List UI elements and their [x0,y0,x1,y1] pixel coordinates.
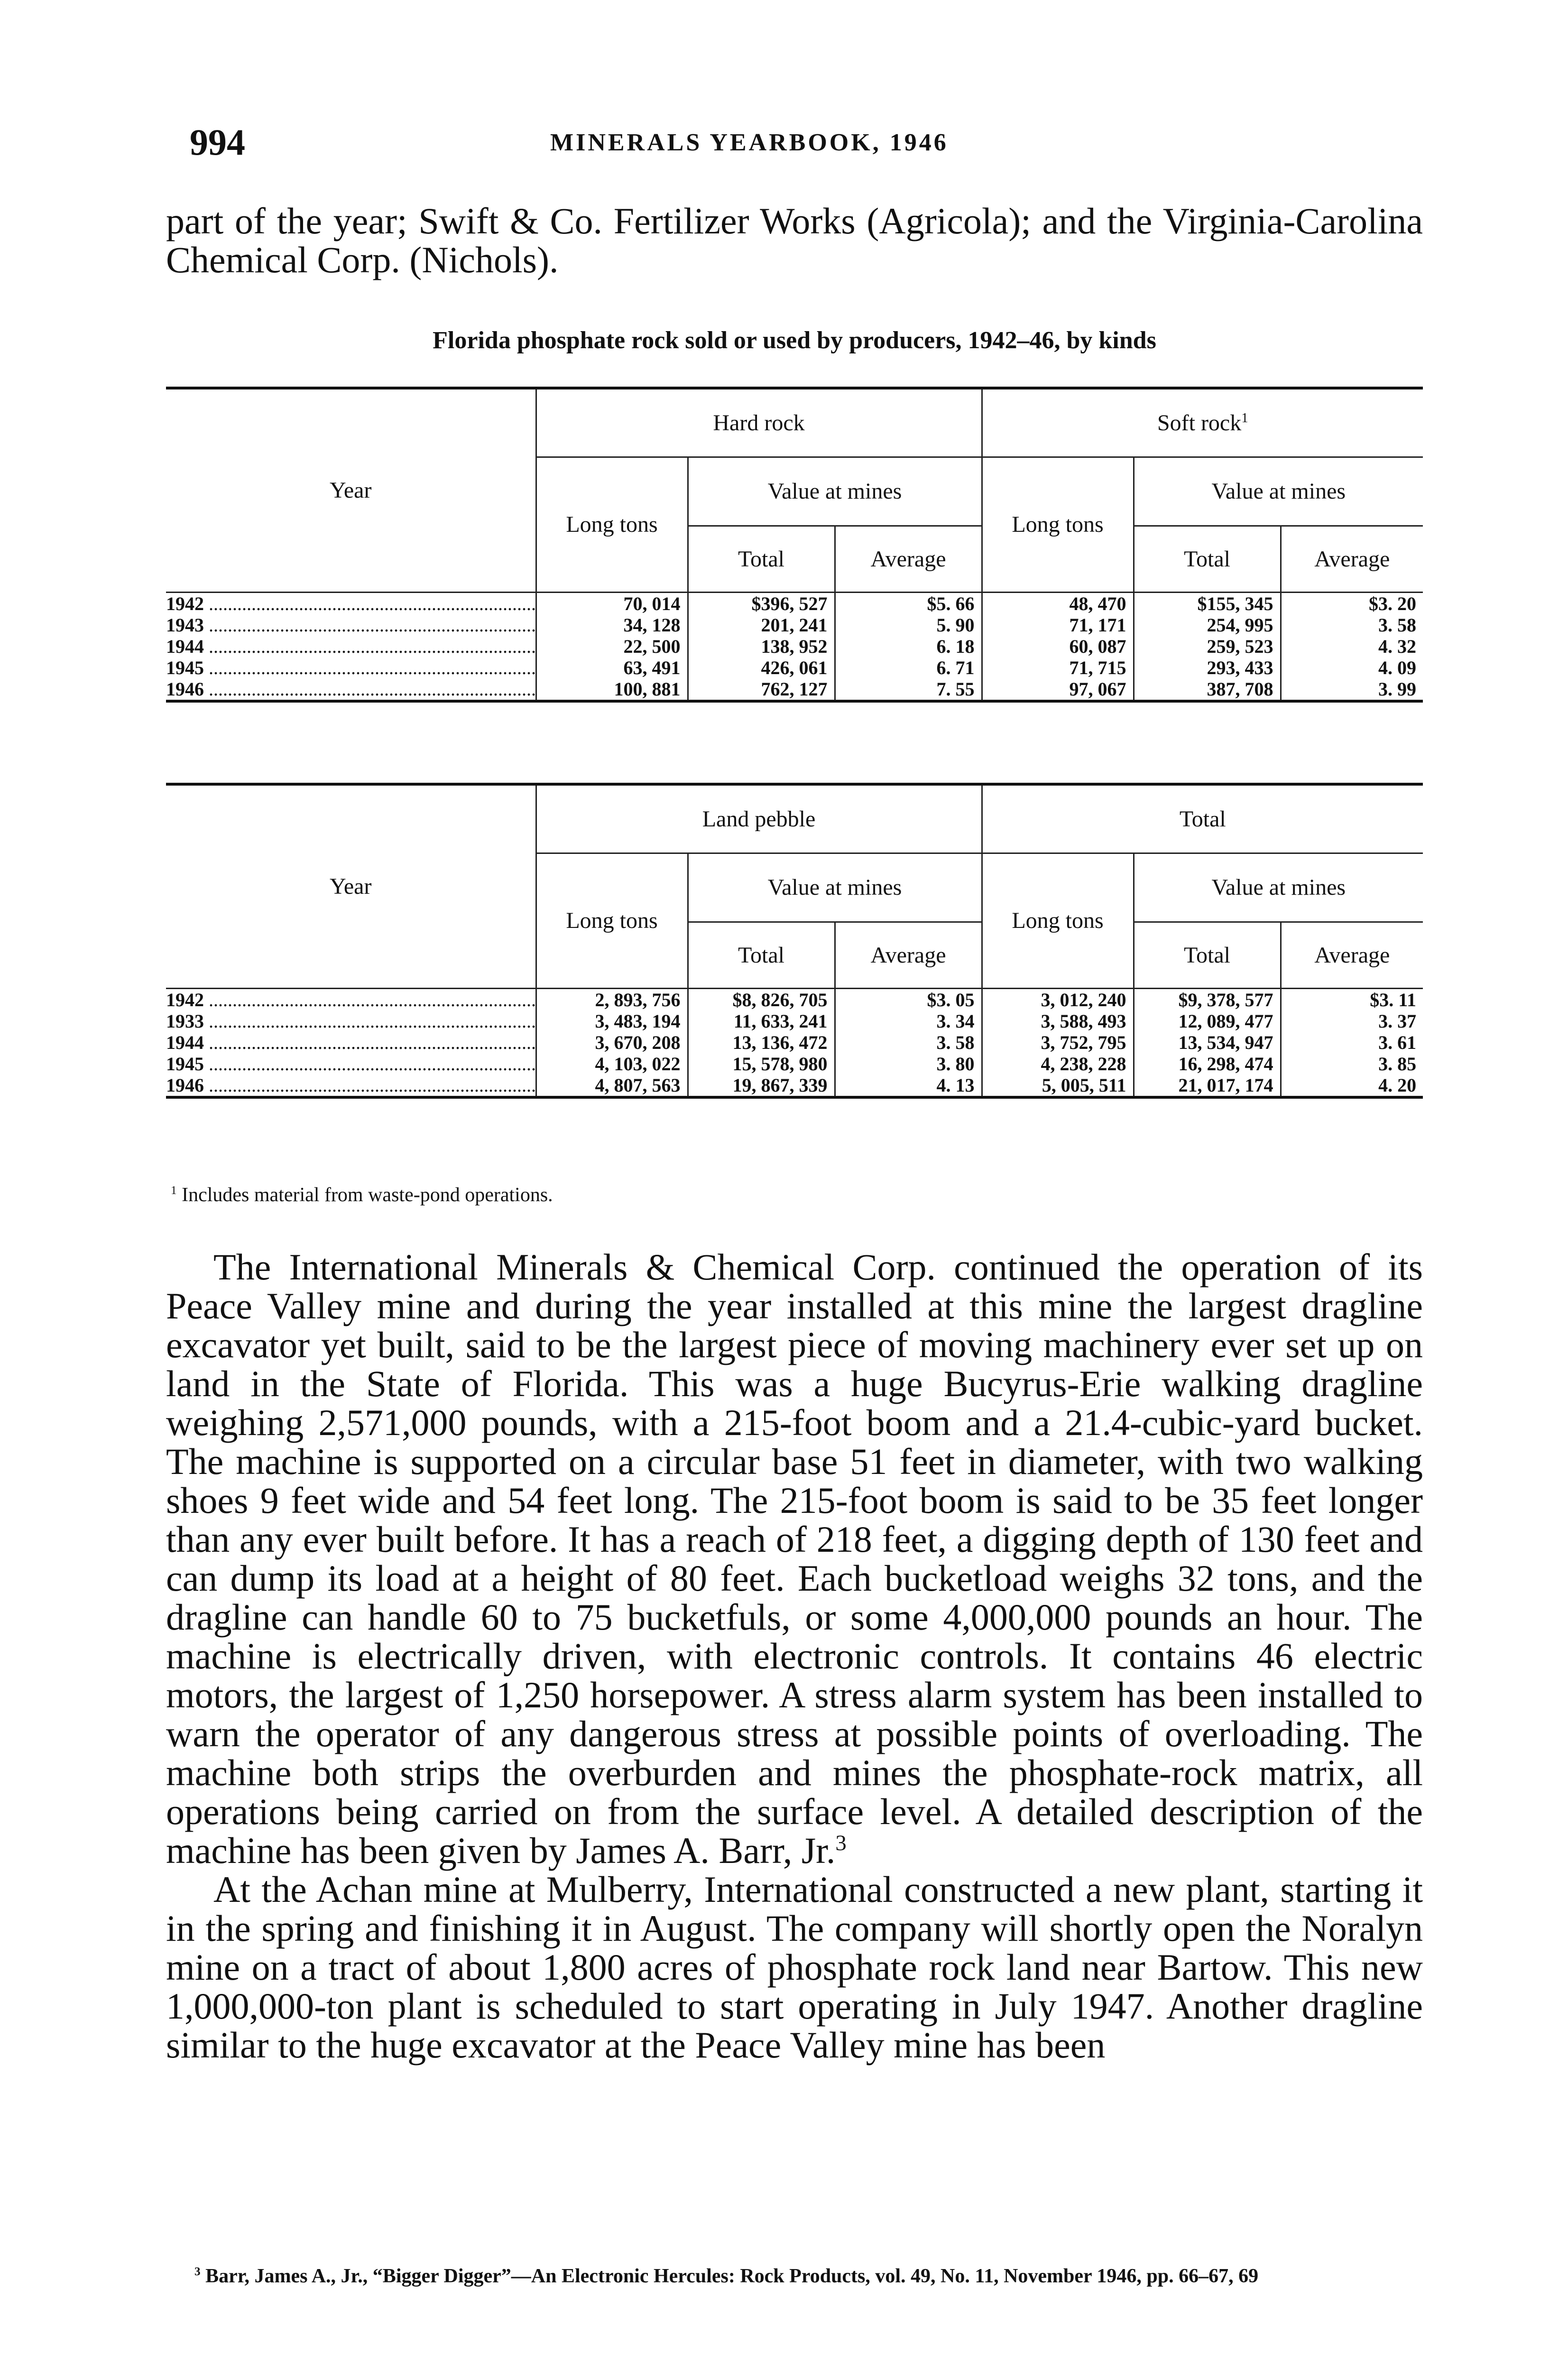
land-pebble-tons: 4, 103, 022 [536,1053,688,1075]
year-cell: 1942 ..... [166,988,536,1010]
average-header: Average [1281,922,1423,988]
hard-rock-average: 5. 90 [835,614,982,636]
average-header: Average [1281,526,1423,592]
value-at-mines-header: Value at mines [688,853,982,922]
table-footnote [171,1184,553,1206]
year-cell: 1942 ..... [166,592,536,614]
total-tons: 3, 012, 240 [982,988,1134,1010]
land-pebble-total: $8, 826, 705 [688,988,835,1010]
table-row [166,1075,1423,1097]
total-header: Total [1134,922,1281,988]
total-value: 12, 089, 477 [1134,1010,1281,1032]
hard-rock-tons: 34, 128 [536,614,688,636]
total-average: 3. 61 [1281,1032,1423,1053]
table-footnote-text: Includes material from waste-pond operations. [182,1184,553,1206]
long-tons-header: Long tons [536,853,688,988]
table-row [166,988,1423,1010]
land-pebble-tons: 4, 807, 563 [536,1075,688,1097]
hard-rock-total: 201, 241 [688,614,835,636]
total-value: 13, 534, 947 [1134,1032,1281,1053]
paragraph-1-text: The International Minerals & Chemical Corp. continued the operation of its Peace Valley mine and during the year installed at this mine the largest dragline excavator yet built, said to be the largest piece of moving machinery ever set up on land in the State of Florida. This was a huge Bucyrus-Erie walking dragline weighing 2,571,000 pounds, with a 215-foot boom and a 21.4-cubic-yard bucket. The machine is supported on a circular base 51 feet in diameter, with two walking shoes 9 feet wide and 54 feet long. The 215-foot boom is said to be 35 feet longer than any ever built before. It has a reach of 218 feet, a digging depth of 130 feet and can dump its load at a height of 80 feet. Each bucketload weighs 32 tons, and the dragline can handle 60 to 75 bucketfuls, or some 4,000,000 pounds an hour. The machine is electrically driven, with electronic controls. It contains 46 electric motors, the largest of 1,250 horsepower. A stress alarm system has been installed to warn the operator of any dangerous stress at possible points of overloading. The machine both strips the overburden and mines the phosphate-rock matrix, all operations being carried on from the surface level. A detailed description of the machine has been given by James A. Barr, Jr. [166,1246,1423,1871]
table-row [166,1032,1423,1053]
long-tons-header: Long tons [536,457,688,592]
soft-rock-tons: 71, 715 [982,657,1134,678]
soft-rock-total: 254, 995 [1134,614,1281,636]
total-average: 4. 20 [1281,1075,1423,1097]
group-header-soft-rock-label: Soft rock [1157,410,1242,435]
table-row [166,1053,1423,1075]
page-footnote [166,2265,1423,2287]
year-cell: 1945 ..... [166,1053,536,1075]
paragraph [166,1248,1423,1870]
land-pebble-total: 13, 136, 472 [688,1032,835,1053]
year-cell: 1946 ..... [166,1075,536,1097]
hard-rock-average: $5. 66 [835,592,982,614]
soft-rock-tons: 97, 067 [982,678,1134,701]
land-pebble-tons: 2, 893, 756 [536,988,688,1010]
year-cell: 1945 ..... [166,657,536,678]
hard-rock-total: $396, 527 [688,592,835,614]
year-cell: 1944 ..... [166,1032,536,1053]
page-footnote-marker: 3 [194,2265,201,2278]
intro-text: part of the year; Swift & Co. Fertilizer Works (Agricola); and the Virginia-Carolina Chemical Corp. (Nichols). [166,200,1423,280]
land-pebble-average: $3. 05 [835,988,982,1010]
year-cell: 1933 ..... [166,1010,536,1032]
hard-rock-tons: 63, 491 [536,657,688,678]
page-number: 994 [190,121,245,163]
soft-rock-total: 387, 708 [1134,678,1281,701]
total-value: 16, 298, 474 [1134,1053,1281,1075]
total-header: Total [688,922,835,988]
soft-rock-tons: 48, 470 [982,592,1134,614]
land-pebble-average: 3. 34 [835,1010,982,1032]
total-tons: 3, 588, 493 [982,1010,1134,1032]
phosphate-table-pebble-total [166,783,1423,1099]
land-pebble-total: 11, 633, 241 [688,1010,835,1032]
soft-rock-total: $155, 345 [1134,592,1281,614]
year-cell: 1944 ..... [166,636,536,657]
table-row [166,614,1423,636]
soft-rock-average: 3. 58 [1281,614,1423,636]
total-tons: 5, 005, 511 [982,1075,1134,1097]
group-header-hard-rock: Hard rock [536,388,982,457]
year-cell: 1943 ..... [166,614,536,636]
total-average: 3. 37 [1281,1010,1423,1032]
total-value: 21, 017, 174 [1134,1075,1281,1097]
hard-rock-total: 762, 127 [688,678,835,701]
hard-rock-average: 7. 55 [835,678,982,701]
hard-rock-total: 138, 952 [688,636,835,657]
land-pebble-total: 15, 578, 980 [688,1053,835,1075]
total-tons: 4, 238, 228 [982,1053,1134,1075]
group-header-total: Total [982,784,1423,853]
group-header-soft-rock [982,388,1423,457]
hard-rock-average: 6. 71 [835,657,982,678]
average-header: Average [835,526,982,592]
hard-rock-tons: 22, 500 [536,636,688,657]
table-row [166,636,1423,657]
land-pebble-tons: 3, 483, 194 [536,1010,688,1032]
page-footnote-text: Barr, James A., Jr., “Bigger Digger”—An Electronic Hercules: Rock Products, vol. 49, No. 11, November 1946, pp. 66–67, 69 [205,2265,1259,2287]
paragraph: At the Achan mine at Mulberry, International constructed a new plant, starting it in the spring and finishing it in August. The company will shortly open the Noralyn mine on a tract of about 1,800 acres of phosphate rock land near Bartow. This new 1,000,000-ton plant is scheduled to start operating in July 1947. Another dragline similar to the huge excavator at the Peace Valley mine has been [166,1869,1423,2066]
hard-rock-tons: 100, 881 [536,678,688,701]
table-row [166,678,1423,701]
value-at-mines-header: Value at mines [1134,853,1423,922]
land-pebble-average: 3. 80 [835,1053,982,1075]
total-value: $9, 378, 577 [1134,988,1281,1010]
long-tons-header: Long tons [982,457,1134,592]
land-pebble-tons: 3, 670, 208 [536,1032,688,1053]
land-pebble-average: 4. 13 [835,1075,982,1097]
soft-rock-average: 3. 99 [1281,678,1423,701]
total-tons: 3, 752, 795 [982,1032,1134,1053]
total-average: 3. 85 [1281,1053,1423,1075]
total-header: Total [688,526,835,592]
total-header: Total [1134,526,1281,592]
hard-rock-total: 426, 061 [688,657,835,678]
value-at-mines-header: Value at mines [1134,457,1423,526]
soft-rock-total: 259, 523 [1134,636,1281,657]
year-header: Year [166,388,536,592]
table-title: Florida phosphate rock sold or used by producers, 1942–46, by kinds [433,327,1156,354]
year-header: Year [166,784,536,988]
phosphate-table-hard-soft [166,387,1423,703]
page-header [190,121,1423,164]
group-header-land-pebble: Land pebble [536,784,982,853]
soft-rock-tons: 60, 087 [982,636,1134,657]
table-row [166,657,1423,678]
table-row [166,592,1423,614]
soft-rock-footnote-ref: 1 [1241,410,1248,426]
hard-rock-average: 6. 18 [835,636,982,657]
hard-rock-tons: 70, 014 [536,592,688,614]
table-row [166,1010,1423,1032]
average-header: Average [835,922,982,988]
main-text [166,1248,1423,2065]
long-tons-header: Long tons [982,853,1134,988]
running-head: MINERALS YEARBOOK, 1946 [550,129,949,156]
year-cell: 1946 ..... [166,678,536,701]
soft-rock-average: 4. 32 [1281,636,1423,657]
soft-rock-tons: 71, 171 [982,614,1134,636]
land-pebble-total: 19, 867, 339 [688,1075,835,1097]
total-average: $3. 11 [1281,988,1423,1010]
soft-rock-average: 4. 09 [1281,657,1423,678]
table-footnote-marker: 1 [171,1184,177,1197]
footnote-ref-3: 3 [835,1831,847,1855]
value-at-mines-header: Value at mines [688,457,982,526]
soft-rock-total: 293, 433 [1134,657,1281,678]
soft-rock-average: $3. 20 [1281,592,1423,614]
land-pebble-average: 3. 58 [835,1032,982,1053]
